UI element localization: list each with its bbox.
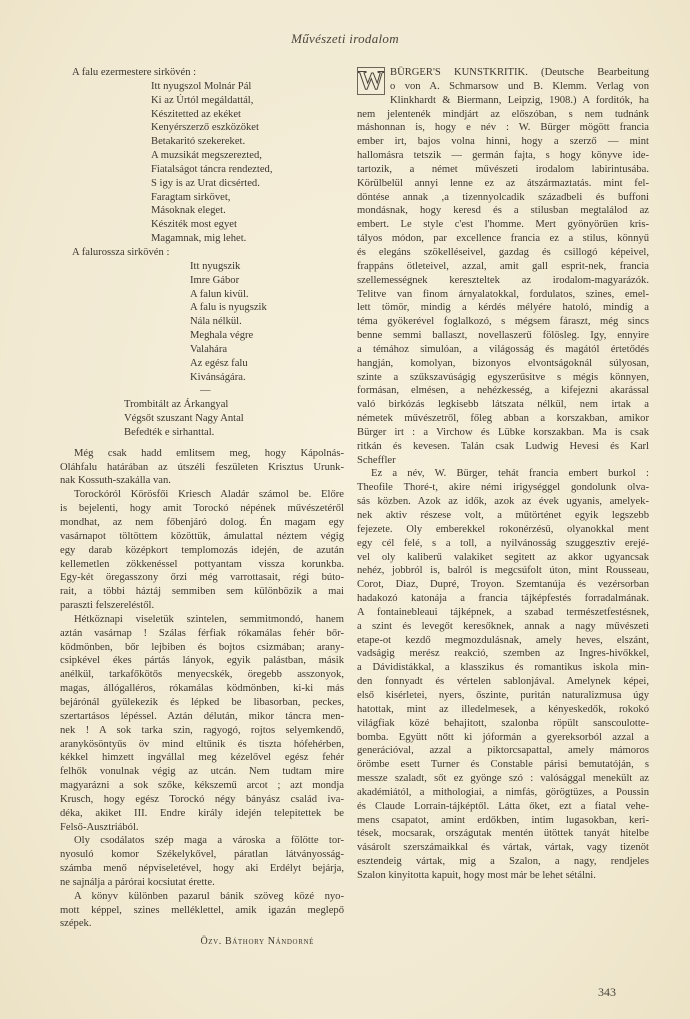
text-line: szinte a szűkszavúságig egyszerűsitve s mégis könnyen,: [357, 371, 649, 383]
text-line: kellemetlen zökkenéssel pottyantam vissza korunkba.: [60, 558, 344, 570]
text-line: Scheffler: [357, 454, 396, 466]
text-line: generációval, azzal a piktorcsapattal, amely mámoros: [357, 745, 649, 757]
verse-line: Az egész falu: [190, 357, 248, 369]
verse-line: Fiatalságot táncra rendezted,: [151, 163, 273, 175]
text-line: Még csak hadd emlitsem meg, hogy Kápolnás-: [74, 447, 344, 459]
text-line: magas, állógalléros, rókamálas ködmönben, ki-ki más: [60, 683, 344, 695]
text-line: való birkózás legkisebb látszata nélkül, nem irtak a: [357, 399, 649, 411]
verse-line: Magamnak, mig lehet.: [151, 233, 247, 245]
text-line: aztán vasárnap ! Szálas férfiak rókamálas fehér bőr-: [60, 627, 344, 639]
verse-line: A muzsikát megszerezted,: [151, 150, 262, 162]
verse-line: Trombitált az Árkangyal: [124, 399, 229, 411]
left-column: [60, 66, 344, 949]
text-line: bejárónál gyülekezik és lépked be libasorban, peckes,: [60, 696, 344, 708]
paragraph: [357, 94, 649, 468]
text-line: Bürger irt : a Virchow és Lübke korszakban. Ma is csak: [357, 426, 649, 438]
text-line: a témához simulóan, a világosság és magától értetődés: [357, 343, 649, 355]
text-line: nek ! A sok tarka szin, ragyogó, rojtos selyemkendő,: [60, 724, 344, 736]
text-line: nak Kossuth-szakálla van.: [60, 475, 171, 487]
text-line: nek aktiv részese volt, a műtörténet egyik legszebb: [357, 510, 649, 521]
text-line: világfiak közé behajitott, szalonba röpült sanscoulotte-: [357, 717, 649, 729]
text-line: vásárolt szerszámaikkal és vártak, vártak, vagy tizenöt: [357, 842, 649, 854]
text-line: szépek.: [60, 918, 92, 930]
text-line: Corot, Diaz, Dupré, Troyon. Szemtanúja és vezérsorban: [357, 579, 649, 591]
text-line: mens csapatot, amint erdőkben, intim lugasokban, keri-: [357, 814, 649, 826]
text-line: nehéz, jobbról is, balról is megcsúfolt úton, mint Rousseau,: [357, 565, 649, 577]
verse-line: Imre Gábor: [190, 274, 240, 286]
text-line: A fontainebleaui tájképnek, a szabad természetfestésnek,: [357, 606, 649, 618]
text-line: déka, akiket III. Endre király idején telepitettek be: [60, 807, 344, 819]
verse-line: Faragtam sirkövet,: [151, 191, 231, 203]
signature: Özv. Báthory Nándorné: [200, 936, 314, 948]
text-line: döntése annak ,a tizennyolcadik századbeli és buffoni: [357, 191, 649, 203]
text-line: Torockóról Körösfői Kriesch Aladár számol be. Előre: [74, 489, 344, 501]
text-line: formásan, elmésen, a nehézkesség, a kifejezni akarással: [357, 385, 649, 397]
verse-line: Készitetted az ekéket: [151, 108, 241, 120]
text-line: tések, mocsarak, országutak mentén ütöttek tanyát hitelbe: [357, 828, 649, 840]
paragraph: [60, 613, 344, 835]
text-line: szellemességnek kereszteltek az irodalom-magyarázók.: [357, 274, 649, 286]
text-line: Telitve van finom árnyalatokkal, fordulatos, szines, emel-: [357, 288, 649, 300]
text-line: nyosuló komor Székelykővel, páratlan látványosság-: [60, 849, 344, 861]
text-line: egy cél felé, s a toll, a nyilvánosság szuggesztiv erejé-: [357, 537, 649, 549]
text-line: messze szaladt, sőt ez gyönge szó : valósággal menekült az: [357, 773, 649, 785]
running-title: Művészeti irodalom: [291, 31, 399, 46]
text-line: magyarázni a sok szőke, kékszemű arcot ; azt mondja: [60, 780, 344, 792]
text-line: BÜRGER'S KUNSTKRITIK. (Deutsche Bearbeitung: [390, 67, 649, 78]
text-line: vadságig merész reakció, szemben az Ingres-hivőkkel,: [357, 648, 649, 660]
text-line: Hétköznapi viseletük szintelen, semmitmondó, hanem: [74, 613, 344, 625]
text-line: örömbe esett Turner és Constable párisi bemutatóján, s: [357, 759, 649, 771]
text-line: bomba. Együtt nőtt ki jóformán a gyereksorból azzal a: [357, 731, 649, 743]
text-line: is bejelenti, hogy amit Torockó népének művészetéről: [60, 503, 344, 515]
text-line: tartozik, a német művészeti irodalom labirintusába.: [357, 163, 649, 175]
text-line: Krusch, hogy egész Torockó négy bányász család iva-: [60, 793, 344, 805]
text-line: aranykösöntyűs öv mind eltűnik és tiszta hófehérben,: [60, 738, 344, 750]
text-line: anélkül, tarkafőkötős menyecskék, öregebb asszonyok,: [60, 669, 344, 681]
text-line: számba menő népviseletével, hogy aki Erdélyt bejárja,: [60, 863, 344, 875]
text-line: mondásnak, hogy keresd és a stilusban megtalálod az: [357, 205, 649, 217]
text-line: németek művészetről, főleg abban a korszakban, amikor: [357, 413, 649, 425]
text-line: hatottak, mint az illedelmesek, a kényeskedők, rokokó: [357, 703, 649, 715]
text-line: kékkel himzett ingvállal meg kézelővel egész fehér: [60, 752, 344, 764]
text-line: Ez a név, W. Bürger, tehát francia embert burkol :: [371, 468, 649, 480]
text-line: vel oly kaliberű valakiket segitett az akkor ugyancsak: [357, 551, 649, 563]
text-line: frappáns ötleteivel, azzal, amit gall esprit-nek, francia: [357, 260, 649, 272]
text-line: csipkével ékes pártás lányok, egyik palástban, másik: [60, 655, 344, 667]
text-line: lett tömör, mindig a kérdés mélyére hatoló, mindig a: [357, 302, 649, 314]
text-line: ködmönben, bőr lejbiben és bojtos csizmában; arany-: [60, 641, 344, 653]
spacer: [60, 440, 344, 447]
verse-line: Másoknak eleget.: [151, 205, 226, 217]
verse-line: S igy is az Urat dicsérted.: [151, 177, 260, 189]
text-line: fejezete. Oly emberekkel rokonérzésű, olyanokkal ment: [357, 523, 649, 535]
text-line: a Dávidistákkal, a klasszikus és romantikus iskola min-: [357, 662, 649, 674]
text-line: tályos módon, par excellence francia ez a stilus, könnyű: [357, 233, 649, 245]
text-line: mott képpel, szines melléklettel, amik igazán meglepő: [60, 904, 344, 916]
paragraph: [60, 890, 344, 932]
text-line: esztendeig vártak, mig a Szalon, a nagy, rendjeles: [357, 856, 649, 868]
text-line: mondhat, az nem főbenjáró dolog. Én magam egy: [60, 517, 344, 528]
paragraph: [357, 467, 649, 882]
verse-line: Ki az Úrtól megáldattál,: [151, 94, 254, 106]
verse-line: Betakaritó szekereket.: [151, 136, 246, 148]
text-line: szertartásos lépéssel. Aztán délután, mikor táncra men-: [60, 710, 344, 722]
paragraph: [60, 834, 344, 889]
text-line: első kisérletei, nyers, őszinte, puritán naturalizmusa úgy: [357, 689, 649, 701]
right-column: [357, 66, 649, 883]
text-line: és Claude Lorrain-tájképtől. Látta őket, ezt a fiatal vehe-: [357, 800, 649, 812]
epitaph-intro: A falu ezermestere sirkövén :: [72, 67, 197, 78]
verse-line: Kivánságára.: [190, 371, 246, 383]
verse-line: Meghala végre: [190, 330, 254, 342]
text-line: Egy-két öregasszony őrzi még varrottasait, régi búto-: [60, 572, 344, 584]
verse-line: A falu is nyugszik: [190, 302, 267, 314]
verse-line: A falun kivül.: [190, 288, 249, 300]
text-line: paraszti felszereléstől.: [60, 600, 155, 612]
text-line: sás közben. Azok az idők, azok az évek ugyanis, amelyek-: [357, 496, 649, 508]
text-line: Oláhfalu határában az útszéli feszületen Krisztus Urunk-: [60, 461, 344, 473]
text-line: hadakozó katonája a francia tájképfestés forradalmának.: [357, 593, 649, 605]
text-line: nem jelentenék mindjárt az előszóban, s nem tudnánk: [357, 108, 649, 120]
text-line: Oly csodálatos szép maga a városka a fölötte tor-: [74, 835, 344, 847]
text-line: Szalon kinyitotta kapuit, hogy most már be lehet sétálni.: [357, 869, 596, 881]
verse-line: Itt nyugszik: [190, 260, 241, 272]
verse-line: Befedték e sirhanttal.: [124, 426, 215, 438]
paragraph: [60, 488, 344, 613]
text-line: embert. Le style c'est l'homme. Mert gyönyörűen kris-: [357, 219, 649, 231]
text-line: benne semmi ballaszt, novellaszerű fölösleg. Igy, ennyire: [357, 330, 649, 342]
text-line: Körülbelül annyi lenne ez az átszármaztatás. mint fel-: [357, 177, 649, 189]
text-line: Theofile Thoré-t, akire némi irigységgel gondolunk olva-: [357, 482, 649, 494]
verse-line: Végsőt szuszant Nagy Antal: [124, 413, 244, 425]
text-line: hangján, komolyan, bizonyos elvontságoknál súlyosan,: [357, 357, 649, 369]
drop-cap: W: [358, 66, 384, 95]
epitaph-intro: A falurossza sirkövén :: [72, 246, 170, 258]
verse-line: Kenyérszerző eszközöket: [151, 122, 259, 134]
text-line: máshonnan is, hogy e név : W. Bürger mögött francia: [357, 122, 649, 134]
text-line: akadémiától, a mithologiai, a nimfás, görögtüzes, a Poussin: [357, 786, 649, 798]
text-line: hallomásra tetszik — germán fajta, s hogy könyve ide-: [357, 150, 649, 162]
verse-line: Itt nyugszol Molnár Pál: [151, 80, 252, 92]
text-line: Klinkhardt & Biermann, Leipzig, 1908.) A forditók, ha: [390, 94, 649, 106]
verse-line: Késziték most egyet: [151, 219, 237, 231]
text-line: o von A. Schmarsow und B. Klemm. Verlag von: [390, 80, 649, 92]
text-line: a szint és levegőt keresőknek, annak a nagy művészeti: [357, 620, 649, 632]
verse-line: Nála nélkül.: [190, 316, 242, 328]
verse-separator: —: [200, 385, 211, 397]
text-line: egy darab középkort templomozás idején, de azután: [60, 544, 344, 556]
page-number: 343: [598, 985, 616, 999]
text-line: felhők vonulnak végig az utcán. Nem tudtam mire: [60, 766, 344, 778]
text-line: den fonnyadt és vértelen sablonjával. Amelynek képei,: [357, 676, 649, 688]
paragraph: [60, 447, 344, 489]
text-line: ember irt, bajos volna hinni, hogy a szerző — mint: [357, 136, 649, 148]
text-line: téma gyökerével foglalkozó, s mégsem fáraszt, még sincs: [357, 316, 649, 328]
text-line: rait, a többi háztáj semmiben sem különbözik a mai: [60, 586, 344, 598]
text-line: ne sajnálja a párórai kocsiutat érette.: [60, 876, 215, 888]
verse-line: Valahára: [190, 343, 228, 355]
text-line: vasárnapot töltöttem közöttük, ámulattal néztem végig: [60, 530, 344, 542]
text-line: ritkán és kevesen. Talán csak Ludwig Hevesi és Karl: [357, 440, 649, 452]
text-line: etape-ot kezdő megmozdulásnak, amely heves, elszánt,: [357, 634, 649, 646]
text-line: és elegáns szökelléseivel, gazdag és csillogó képeivel,: [357, 246, 649, 258]
text-line: Felső-Ausztriából.: [60, 821, 139, 833]
text-line: A könyv különben pazarul bánik szöveg közé nyo-: [74, 890, 344, 902]
